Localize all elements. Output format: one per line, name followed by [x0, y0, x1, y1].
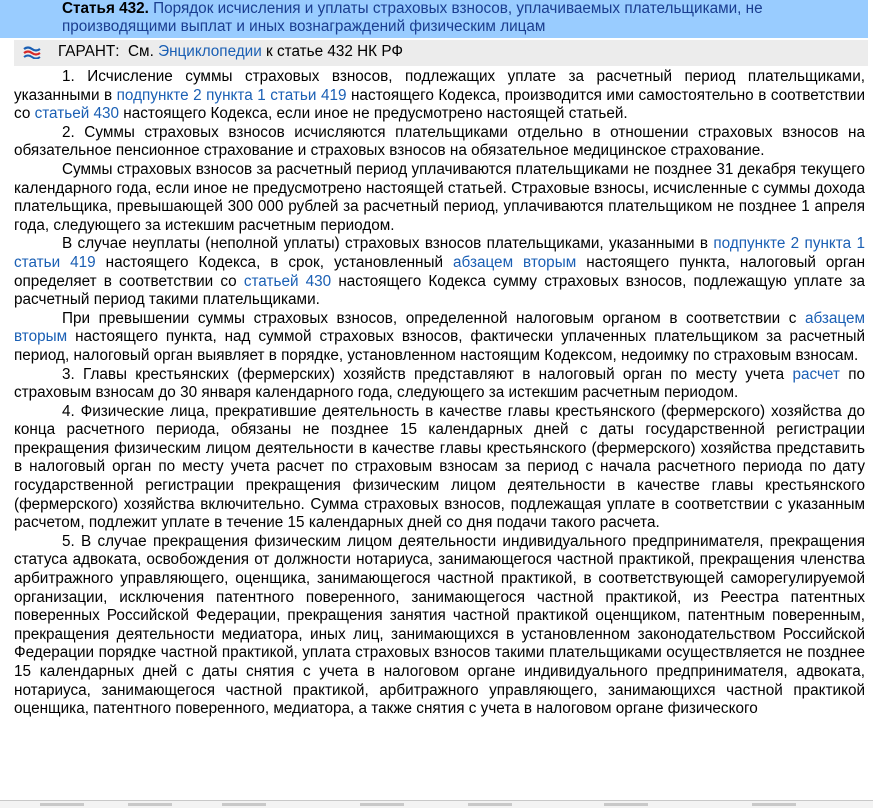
paragraph-text: 1. Исчисление суммы страховых взносов, подлежащих уплате за расчетный период плательщиками, указанными в: [14, 68, 865, 104]
toolbar-button[interactable]: [752, 803, 796, 806]
paragraph-text: В случае неуплаты (неполной уплаты) страховых взносов плательщиками, указанными в: [62, 235, 708, 253]
paragraph-text: настоящего Кодекса, производится ими самостоятельно в соответствии со: [14, 86, 865, 123]
paragraph-2: 2. Суммы страховых взносов исчисляются плательщиками отдельно в отношении страховых взносов на обязательное пенсионное страхование и страховых взносов на обязательное медицинское страхование.: [14, 123, 865, 160]
article-number: Статья 432.: [62, 0, 149, 17]
garant-logo-icon: [22, 45, 42, 59]
paragraph-text: по страховым взносам до 30 января календарного года, следующего за истекшим расчетным периодом.: [14, 365, 866, 402]
link-subparagraph-2-clause-1-article-419[interactable]: подпункте 2 пункта 1 статьи 419: [116, 86, 347, 104]
toolbar-button[interactable]: [40, 803, 84, 806]
toolbar-button[interactable]: [604, 803, 648, 806]
garant-prefix: См.: [128, 43, 154, 60]
paragraph-4: [14, 235, 865, 309]
toolbar-button[interactable]: [222, 803, 266, 806]
link-article-430[interactable]: статьей 430: [34, 105, 120, 123]
link-second-paragraph[interactable]: абзацем вторым: [453, 253, 577, 271]
paragraph-text: При превышении суммы страховых взносов, определенной налоговым органом в соответствии с: [62, 309, 797, 327]
garant-note: [14, 40, 868, 66]
toolbar-button[interactable]: [128, 803, 172, 806]
paragraph-text: настоящего Кодекса, в срок, установленный: [105, 253, 444, 271]
link-article-430[interactable]: статьей 430: [243, 272, 332, 290]
paragraph-5: [14, 310, 865, 366]
article-title: Порядок исчисления и уплаты страховых взносов, уплачиваемых плательщиками, не производящими выплат и иных вознаграждений физическим лицам: [62, 0, 763, 35]
paragraph-text: настоящего пункта, налоговый орган определяет в соответствии со: [14, 253, 866, 290]
toolbar-button[interactable]: [360, 803, 404, 806]
paragraph-7: 4. Физические лица, прекратившие деятельность в качестве главы крестьянского (фермерского) хозяйства до конца расчетного периода, обязаны не позднее 15 календарных дней с даты государственной регистрации прекращения физическим лицом деятельности в качестве главы крестьянского (фермерского) хозяйства представить в налоговый орган по месту учета расчет по страховым взносам за период с начала расчетного периода по дату государственной регистрации прекращения физическим лицом деятельности в качестве главы крестьянского (фермерского) хозяйства включительно. Сумма страховых взносов, подлежащая уплате в соответствии с указанным расчетом, подлежит уплате в течение 15 календарных дней со дня подачи такого расчета.: [14, 402, 865, 532]
garant-label: ГАРАНТ:: [58, 43, 120, 60]
paragraph-6: [14, 366, 865, 403]
link-calculation-form[interactable]: расчет: [792, 365, 840, 383]
paragraph-3: Суммы страховых взносов за расчетный период уплачиваются плательщиками не позднее 31 декабря текущего календарного года, если иное не предусмотрено настоящей статьей. Страховые взносы, исчисленные с суммы дохода плательщика, превышающей 300 000 рублей за расчетный период, уплачиваются плательщиком не позднее 1 апреля года, следующего за истекшим расчетным периодом.: [14, 160, 865, 234]
paragraph-text: настоящего Кодекса, если иное не предусмотрено настоящей статьей.: [123, 105, 628, 123]
article-header: [0, 0, 868, 38]
encyclopedia-link[interactable]: Энциклопедии: [158, 43, 262, 60]
paragraph-text: настоящего Кодекса сумму страховых взносов, подлежащую уплате за расчетный период такими плательщиками.: [14, 272, 865, 309]
paragraph-text: настоящего пункта, над суммой страховых взносов, фактически уплаченных плательщиком за расчетный период, налоговый орган выявляет в порядке, установленном настоящим Кодексом, недоимку по страховым взносам.: [14, 328, 865, 364]
toolbar-button[interactable]: [468, 803, 512, 806]
paragraph-1: [14, 68, 865, 124]
article-body: [14, 68, 865, 719]
paragraph-8: 5. В случае прекращения физическим лицом деятельности индивидуального предпринимателя, прекращения статуса адвоката, освобождения от должности нотариуса, занимающегося частной практикой, прекращения членства арбитражного управляющего, оценщика, занимающегося частной практикой, в соответствующей саморегулируемой организации, исключения патентного поверенного, занимающегося частной практикой, из Реестра патентных поверенных Российской Федерации, прекращения занятия частной практикой оценщиком, патентным поверенным, прекращения деятельности медиатора, иных лиц, занимающихся в установленном законодательством Российской Федерации порядке частной практикой, уплата страховых взносов такими плательщиками осуществляется не позднее 15 календарных дней с даты снятия с учета в налоговом органе индивидуального предпринимателя, адвоката, нотариуса, занимающегося частной практикой, арбитражного управляющего, занимающихся частной практикой оценщика, патентного поверенного, медиатора, а также снятия с учета в налоговом органе физического: [14, 532, 865, 718]
paragraph-text: 3. Главы крестьянских (фермерских) хозяйств представляют в налоговый орган по месту учета: [62, 365, 785, 383]
garant-suffix: к статье 432 НК РФ: [266, 43, 403, 60]
link-second-paragraph[interactable]: абзацем вторым: [14, 309, 866, 346]
link-subparagraph-2-clause-1-article-419[interactable]: подпункте 2 пункта 1 статьи 419: [14, 235, 865, 271]
